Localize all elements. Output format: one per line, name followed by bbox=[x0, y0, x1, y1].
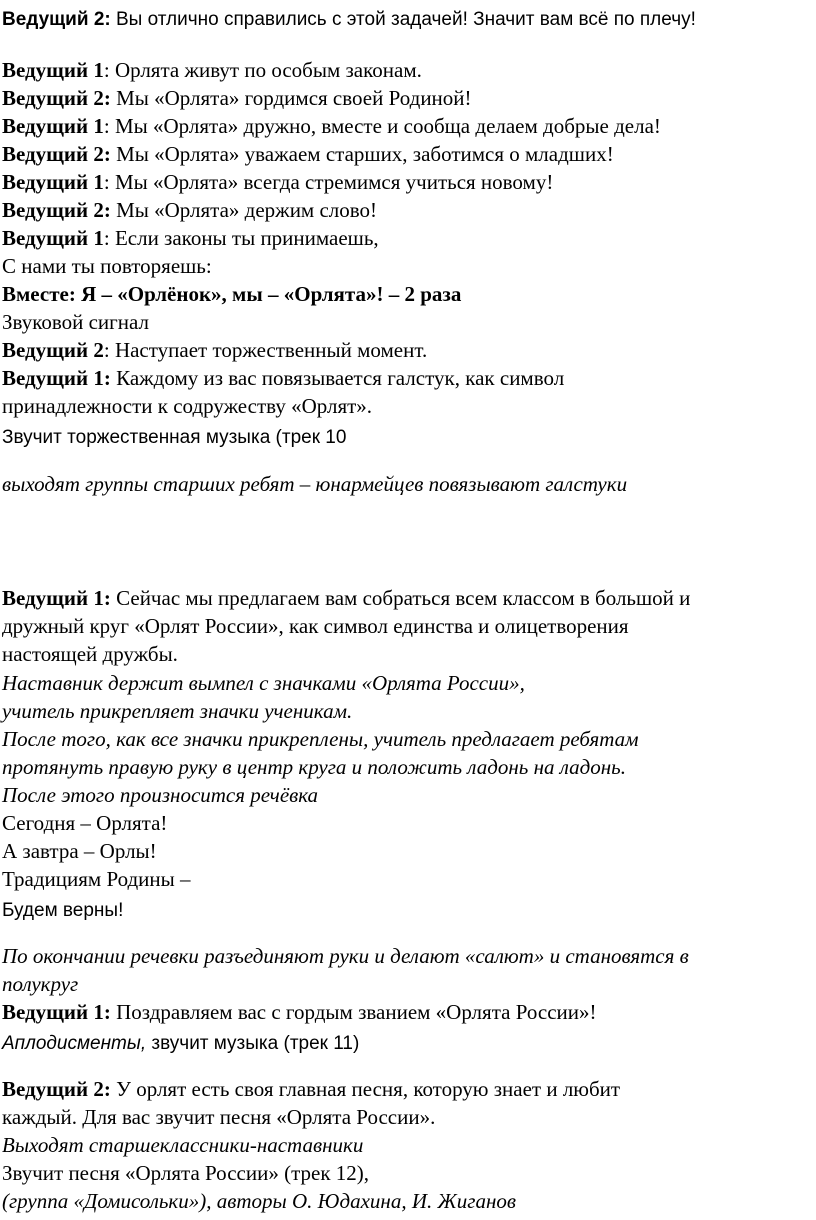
speaker-label: Ведущий 2: bbox=[2, 198, 111, 222]
text-line bbox=[2, 781, 318, 809]
line-text: Будем верны! bbox=[2, 900, 124, 921]
text-line bbox=[2, 1075, 620, 1103]
line-text: Каждому из вас повязывается галстук, как символ bbox=[110, 366, 565, 390]
line-text: настоящей дружбы. bbox=[2, 642, 178, 666]
stage-direction-text: Выходят старшеклассники-наставники bbox=[2, 1133, 364, 1157]
line-text: дружный круг «Орлят России», как символ единства и олицетворения bbox=[2, 614, 629, 638]
text-line bbox=[2, 942, 689, 970]
text-line bbox=[2, 584, 690, 612]
text-line bbox=[2, 336, 427, 364]
stage-direction-text: Аплодисменты, bbox=[2, 1033, 147, 1054]
speaker-label: Ведущий 1 bbox=[2, 170, 104, 194]
text-line bbox=[2, 1103, 435, 1131]
text-line bbox=[2, 84, 472, 112]
text-line bbox=[2, 895, 123, 925]
line-text: : Орлята живут по особым законам. bbox=[103, 58, 422, 82]
text-line bbox=[2, 470, 627, 498]
text-line bbox=[2, 809, 167, 837]
stage-direction-text: После этого произносится речёвка bbox=[2, 783, 319, 807]
text-line bbox=[2, 392, 372, 420]
speaker-label: Ведущий 1: bbox=[2, 586, 111, 610]
text-line bbox=[2, 252, 212, 280]
speaker-label: Ведущий 2: bbox=[2, 86, 111, 110]
line-text: Поздравляем вас с гордым званием «Орлята России»! bbox=[110, 1000, 597, 1024]
text-line bbox=[2, 612, 629, 640]
text-line bbox=[2, 753, 626, 781]
speaker-label: Ведущий 1 bbox=[2, 226, 104, 250]
line-text: Вы отлично справились с этой задачей! Значит вам всё по плечу! bbox=[110, 9, 696, 30]
line-text: Звучит торжественная музыка (трек 10 bbox=[2, 427, 347, 448]
text-line bbox=[2, 865, 191, 893]
line-text: каждый. Для вас звучит песня «Орлята России». bbox=[2, 1105, 436, 1129]
line-text: Мы «Орлята» уважаем старших, заботимся о младших! bbox=[110, 142, 614, 166]
text-line bbox=[2, 112, 661, 140]
line-text: А завтра – Орлы! bbox=[2, 839, 157, 863]
speaker-label: Ведущий 2 bbox=[2, 338, 104, 362]
speaker-label: Ведущий 1 bbox=[2, 114, 104, 138]
text-line bbox=[2, 364, 564, 392]
text-line bbox=[2, 422, 346, 452]
line-text: У орлят есть своя главная песня, которую знает и любит bbox=[110, 1077, 621, 1101]
text-line bbox=[2, 308, 149, 336]
line-text: Звучит песня «Орлята России» (трек 12), bbox=[2, 1161, 370, 1185]
text-line bbox=[2, 697, 352, 725]
speaker-label: Вместе: Я – «Орлёнок», мы – «Орлята»! – 2 раза bbox=[2, 282, 462, 306]
line-text: Сегодня – Орлята! bbox=[2, 811, 168, 835]
text-line bbox=[2, 140, 614, 168]
speaker-label: Ведущий 2: bbox=[2, 142, 111, 166]
text-line bbox=[2, 224, 379, 252]
line-text: Мы «Орлята» держим слово! bbox=[110, 198, 378, 222]
stage-direction-text: полукруг bbox=[2, 972, 79, 996]
text-line bbox=[2, 280, 461, 308]
line-text: : Мы «Орлята» дружно, вместе и сообща делаем добрые дела! bbox=[103, 114, 661, 138]
stage-direction-text: учитель прикрепляет значки ученикам. bbox=[2, 699, 353, 723]
text-line bbox=[2, 998, 597, 1026]
speaker-label: Ведущий 2: bbox=[2, 9, 111, 30]
text-line bbox=[2, 640, 178, 668]
stage-direction-text: После того, как все значки прикреплены, учитель предлагает ребятам bbox=[2, 727, 639, 751]
speaker-label: Ведущий 1: bbox=[2, 366, 111, 390]
text-line bbox=[2, 970, 78, 998]
text-line bbox=[2, 4, 696, 34]
line-text: С нами ты повторяешь: bbox=[2, 254, 212, 278]
stage-direction-text: Наставник держит вымпел с значками «Орлята России», bbox=[2, 671, 525, 695]
text-line bbox=[2, 168, 553, 196]
speaker-label: Ведущий 1: bbox=[2, 1000, 111, 1024]
line-text: : Мы «Орлята» всегда стремимся учиться новому! bbox=[103, 170, 554, 194]
stage-direction-text: протянуть правую руку в центр круга и положить ладонь на ладонь. bbox=[2, 755, 626, 779]
line-text: Традициям Родины – bbox=[2, 867, 191, 891]
stage-direction-text: По окончании речевки разъединяют руки и делают «салют» и становятся в bbox=[2, 944, 689, 968]
text-line bbox=[2, 1028, 359, 1058]
stage-direction-text: (группа «Домисольки»), авторы О. Юдахина, И. Жиганов bbox=[2, 1189, 516, 1213]
line-text: принадлежности к содружеству «Орлят». bbox=[2, 394, 373, 418]
text-line bbox=[2, 837, 157, 865]
speaker-label: Ведущий 2: bbox=[2, 1077, 111, 1101]
line-text: Сейчас мы предлагаем вам собраться всем классом в большой и bbox=[110, 586, 691, 610]
speaker-label: Ведущий 1 bbox=[2, 58, 104, 82]
text-line bbox=[2, 1187, 516, 1215]
line-text: Мы «Орлята» гордимся своей Родиной! bbox=[110, 86, 472, 110]
stage-direction-text: выходят группы старших ребят – юнармейцев повязывают галстуки bbox=[2, 472, 628, 496]
text-line bbox=[2, 669, 525, 697]
line-text: Звуковой сигнал bbox=[2, 310, 150, 334]
text-line bbox=[2, 1131, 363, 1159]
line-text: звучит музыка (трек 11) bbox=[146, 1033, 360, 1054]
text-line bbox=[2, 56, 422, 84]
text-line bbox=[2, 725, 639, 753]
text-line bbox=[2, 1159, 369, 1187]
line-text: : Наступает торжественный момент. bbox=[103, 338, 428, 362]
line-text: : Если законы ты принимаешь, bbox=[103, 226, 379, 250]
text-line bbox=[2, 196, 377, 224]
